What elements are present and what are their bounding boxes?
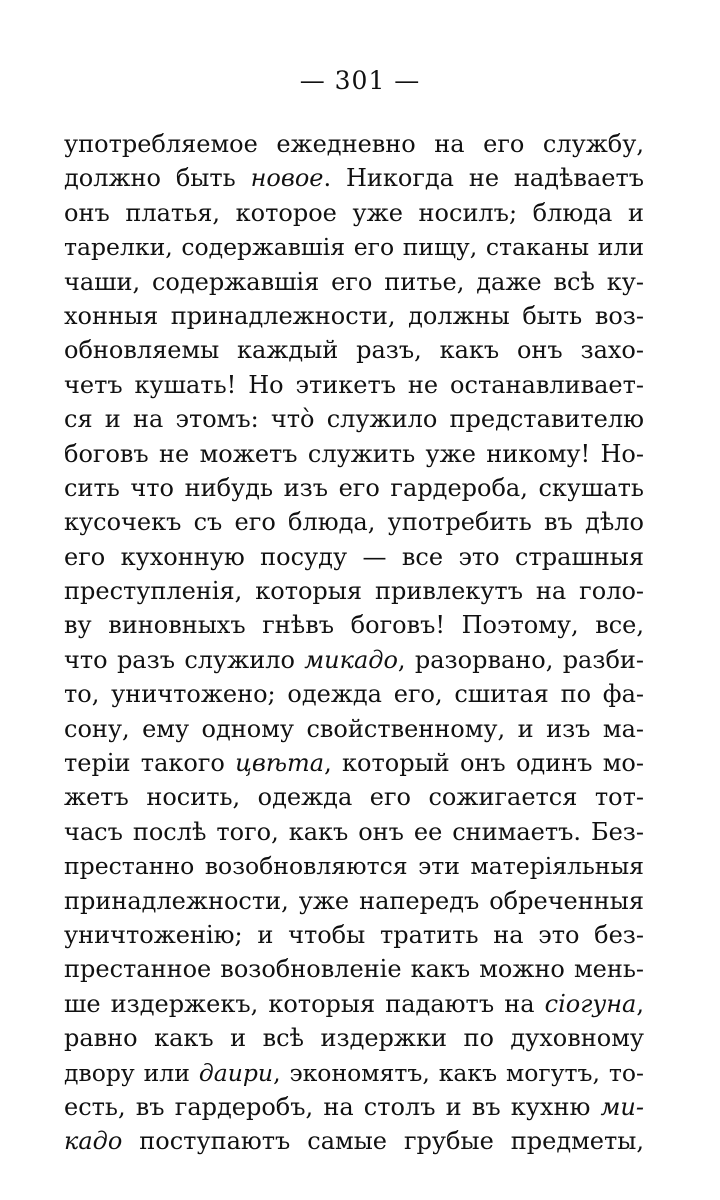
text-segment: уничтоженію; и чтобы тратить на это без- — [64, 920, 644, 949]
text-segment: ву виновныхъ гнѣвъ боговъ! Поэтому, все, — [64, 611, 644, 640]
italic-text: микадо — [304, 645, 398, 674]
text-line — [64, 1056, 644, 1090]
text-line — [64, 505, 644, 539]
italic-text: цвѣта — [235, 749, 325, 778]
text-segment: тарелки, содержавшія его пищу, стаканы или — [64, 233, 644, 262]
text-segment: есть, въ гардеробъ, на столъ и въ кухню — [64, 1092, 601, 1121]
text-line — [64, 368, 644, 402]
text-segment: равно какъ и всѣ издержки по духовному — [64, 1024, 644, 1053]
text-segment: боговъ не можетъ служить уже никому! Но- — [64, 439, 644, 468]
italic-text: кадо — [64, 1127, 123, 1156]
text-line — [64, 608, 644, 642]
text-segment: двору или — [64, 1058, 199, 1087]
text-line — [64, 299, 644, 333]
text-segment: преступленія, которыя привлекутъ на голо- — [64, 577, 644, 606]
text-line — [64, 196, 644, 230]
text-line — [64, 402, 644, 436]
text-segment: хонныя принадлежности, должны быть воз- — [64, 301, 644, 330]
text-line — [64, 574, 644, 608]
text-line — [64, 643, 644, 677]
text-line — [64, 815, 644, 849]
text-line — [64, 987, 644, 1021]
text-line — [64, 127, 644, 161]
text-line — [64, 780, 644, 814]
text-segment: должно быть — [64, 164, 251, 193]
text-segment: четъ кушать! Но этикетъ не останавливает- — [64, 370, 644, 399]
text-line — [64, 884, 644, 918]
text-segment: сить что нибудь изъ его гардероба, скушать — [64, 473, 644, 502]
text-line — [64, 677, 644, 711]
text-segment: употребляемое ежедневно на его службу, — [64, 130, 644, 158]
text-segment: престанное возобновленіе какъ можно мень- — [64, 955, 644, 984]
text-segment: престанно возобновляются эти матеріяльныя — [64, 852, 644, 881]
text-line — [64, 437, 644, 471]
body-text — [64, 127, 644, 1159]
text-segment: часъ послѣ того, какъ онъ ее снимаетъ. Без- — [64, 817, 644, 846]
text-segment: чаши, содержавшія его питье, даже всѣ ку- — [64, 267, 644, 296]
text-segment: его кухонную посуду — все это страшныя — [64, 542, 644, 571]
text-segment: жетъ носить, одежда его сожигается тот- — [64, 783, 644, 812]
text-line — [64, 230, 644, 264]
text-segment: ся и на этомъ: что̀ служило представителю — [64, 405, 644, 434]
text-segment: поступаютъ самые грубые предметы, — [122, 1127, 644, 1156]
italic-text: ми- — [600, 1092, 644, 1121]
text-line — [64, 1090, 644, 1124]
italic-text: сіогуна — [544, 989, 637, 1018]
text-line — [64, 471, 644, 505]
text-line — [64, 333, 644, 367]
text-segment: , — [636, 989, 644, 1018]
text-segment: . Никогда не надѣваетъ — [323, 164, 645, 193]
text-segment: , экономятъ, какъ могутъ, то- — [273, 1058, 644, 1087]
italic-text: новое — [250, 164, 324, 193]
text-line — [64, 161, 644, 195]
text-segment: принадлежности, уже напередъ обреченныя — [64, 886, 644, 915]
text-segment: обновляемы каждый разъ, какъ онъ захо- — [64, 336, 644, 365]
text-line — [64, 918, 644, 952]
text-segment: , который онъ одинъ мо- — [324, 749, 644, 778]
text-segment: , разорвано, разби- — [397, 645, 645, 674]
text-segment: ше издержекъ, которыя падаютъ на — [64, 989, 545, 1018]
text-line — [64, 265, 644, 299]
text-segment: то, уничтожено; одежда его, сшитая по фа- — [64, 680, 644, 709]
text-line — [64, 746, 644, 780]
text-segment: кусочекъ съ его блюда, употребить въ дѣло — [64, 508, 644, 537]
text-line — [64, 849, 644, 883]
italic-text: даири — [198, 1058, 274, 1087]
text-line — [64, 712, 644, 746]
text-segment: сону, ему одному свойственному, и изъ ма- — [64, 714, 644, 743]
text-line — [64, 1124, 644, 1158]
text-line — [64, 540, 644, 574]
text-line — [64, 1021, 644, 1055]
text-segment: что разъ служило — [64, 645, 305, 674]
text-line — [64, 952, 644, 986]
page-number: — 301 — — [299, 66, 421, 95]
text-segment: теріи такого — [64, 749, 236, 778]
text-segment: онъ платья, которое уже носилъ; блюда и — [64, 198, 644, 227]
